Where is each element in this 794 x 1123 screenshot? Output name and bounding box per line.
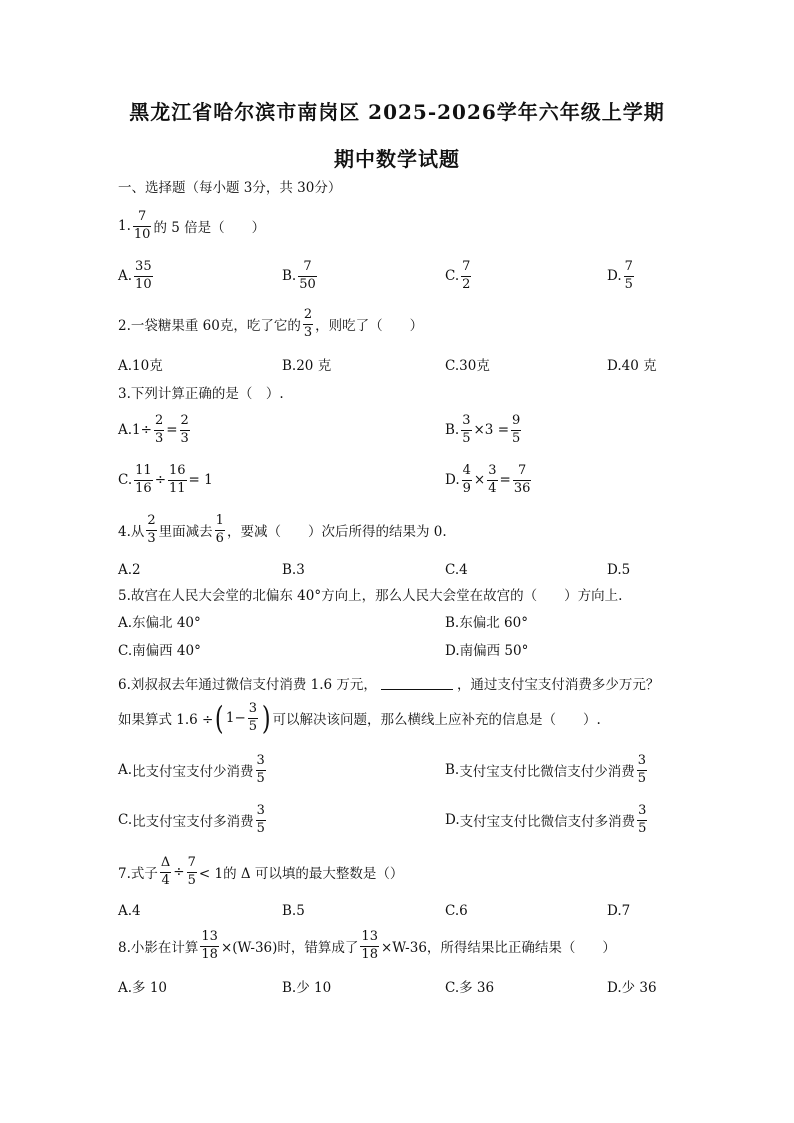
text-segment: B. xyxy=(445,762,460,779)
text-segment: A. xyxy=(118,422,133,439)
text-segment: 10克 xyxy=(132,358,163,374)
fraction xyxy=(462,464,472,497)
fraction-denominator: 5 xyxy=(638,820,647,836)
fraction-denominator: 5 xyxy=(462,430,471,446)
text-segment: × xyxy=(473,472,486,489)
question-7-option-d xyxy=(607,905,630,919)
text-segment: C. xyxy=(445,903,460,919)
question-7-option-b xyxy=(282,905,305,919)
fraction xyxy=(624,260,634,293)
question-2-option-a xyxy=(118,360,163,374)
text-segment: = xyxy=(499,472,511,489)
fraction xyxy=(134,260,153,293)
text-segment: 7 xyxy=(621,903,631,919)
text-segment: D. xyxy=(607,358,622,374)
text-segment: 东偏北 60° xyxy=(459,615,528,631)
text-segment: 可以解决该问题，那么横线上应补充的信息是（ ）. xyxy=(272,712,601,729)
fraction-denominator: 18 xyxy=(201,946,218,962)
text-segment: 南偏西 40° xyxy=(132,643,201,659)
text-segment: C. xyxy=(118,472,133,489)
question-3-option-d xyxy=(445,464,533,497)
fraction-denominator: 2 xyxy=(462,276,471,292)
fraction-denominator: 9 xyxy=(462,480,471,496)
text-segment: 少 36 xyxy=(621,980,657,996)
fraction-numerator: 11 xyxy=(135,463,152,478)
fraction-denominator: 3 xyxy=(154,430,164,446)
fraction-denominator: 50 xyxy=(299,276,316,292)
fraction xyxy=(215,514,225,547)
fraction-denominator: 5 xyxy=(187,872,196,888)
text-segment: 1. xyxy=(118,218,131,235)
text-segment: 8.小影在计算 xyxy=(118,940,199,957)
question-4-option-c xyxy=(445,564,468,578)
question-2-stem xyxy=(118,308,423,341)
fraction xyxy=(256,754,266,787)
question-3-option-c xyxy=(118,464,213,497)
text-segment: = 1 xyxy=(188,472,213,489)
text-segment: C. xyxy=(118,643,133,659)
fraction-denominator: 10 xyxy=(135,276,152,292)
fraction xyxy=(133,210,152,243)
text-segment: B. xyxy=(282,903,297,919)
fraction xyxy=(637,804,647,837)
question-2-option-b xyxy=(282,360,331,374)
question-7-option-c xyxy=(445,905,468,919)
fraction-numerator: 3 xyxy=(488,463,497,478)
fraction-denominator: 5 xyxy=(637,770,646,786)
text-segment: 2 xyxy=(132,562,141,578)
fraction xyxy=(511,414,521,447)
fraction xyxy=(487,464,497,497)
text-segment: ，通过支付宝支付消费多少万元？ xyxy=(456,677,660,693)
fraction xyxy=(256,804,266,837)
text-segment: D. xyxy=(607,268,622,285)
text-segment: ) xyxy=(261,699,271,738)
text-segment: 3 xyxy=(296,562,305,578)
text-segment: 7.式子 xyxy=(118,866,158,883)
fraction-numerator: 7 xyxy=(462,259,471,274)
text-segment: B. xyxy=(445,422,460,439)
fraction xyxy=(200,930,219,963)
text-segment: A. xyxy=(118,980,133,996)
question-3-option-b xyxy=(445,414,523,447)
text-segment: B. xyxy=(282,358,297,374)
text-segment: 5 xyxy=(296,903,305,919)
text-segment: A. xyxy=(118,615,133,631)
fraction-denominator: 4 xyxy=(161,872,170,888)
question-2-option-c xyxy=(445,360,490,374)
fraction xyxy=(298,260,317,293)
text-segment: C. xyxy=(445,980,460,996)
question-8-option-a xyxy=(118,982,167,996)
question-6-stem-line1 xyxy=(118,673,659,693)
text-segment: 少 10 xyxy=(296,980,332,996)
question-6-option-b xyxy=(445,754,649,787)
fraction-denominator: 5 xyxy=(256,770,265,786)
fraction-denominator: 3 xyxy=(147,530,156,546)
text-segment: D. xyxy=(607,903,622,919)
question-3-stem: 3.下列计算正确的是（ ）. xyxy=(118,386,284,402)
text-segment: A. xyxy=(118,903,133,919)
question-6-option-d xyxy=(445,804,649,837)
text-segment: 支付宝支付比微信支付少消费 xyxy=(459,764,635,781)
fraction-numerator: 7 xyxy=(187,855,196,870)
fraction-numerator: 2 xyxy=(180,413,189,428)
fraction xyxy=(154,414,164,447)
fraction-denominator: 5 xyxy=(248,718,258,734)
question-5-option-b xyxy=(445,617,528,631)
text-segment: 2.一袋糖果重 60克，吃了它的 xyxy=(118,318,301,335)
fraction-denominator: 4 xyxy=(488,480,497,496)
page-title-line1: 黑龙江省哈尔滨市南岗区 2025-2026学年六年级上学期 xyxy=(129,100,665,124)
question-4-option-d xyxy=(607,564,630,578)
fraction-numerator: 3 xyxy=(462,413,471,428)
fraction-numerator: 2 xyxy=(303,307,313,322)
text-segment: 支付宝支付比微信支付多消费 xyxy=(459,814,636,831)
text-segment: B. xyxy=(282,268,297,285)
text-segment: C. xyxy=(118,812,133,829)
text-segment: ，要减（ ）次后所得的结果为 0. xyxy=(226,524,447,541)
text-segment: 6.刘叔叔去年通过微信支付消费 1.6 万元， xyxy=(118,677,377,693)
question-7-option-a xyxy=(118,905,141,919)
question-6-option-c xyxy=(118,804,268,837)
fraction-numerator: 13 xyxy=(201,929,218,944)
fraction-numerator: 3 xyxy=(637,753,646,768)
text-segment: C. xyxy=(445,358,460,374)
text-segment: ×3 = xyxy=(473,422,510,439)
text-segment: 4 xyxy=(132,903,141,919)
question-5-option-a xyxy=(118,617,201,631)
text-segment: D. xyxy=(445,643,460,659)
text-segment: 4 xyxy=(459,562,468,578)
fraction-numerator: 3 xyxy=(248,701,258,716)
text-segment: 20 克 xyxy=(296,358,332,374)
fraction-numerator: 2 xyxy=(154,413,164,428)
text-segment: B. xyxy=(282,980,297,996)
question-3-option-a xyxy=(118,414,192,447)
question-6-option-a xyxy=(118,754,268,787)
text-segment: A. xyxy=(118,268,133,285)
fraction-numerator: 1 xyxy=(215,513,224,528)
text-segment: 30克 xyxy=(459,358,490,374)
fraction xyxy=(360,930,379,963)
text-segment: ÷ xyxy=(173,864,185,881)
fraction-numerator: Δ xyxy=(160,855,171,870)
fraction-numerator: 7 xyxy=(517,463,527,478)
fraction-denominator: 36 xyxy=(513,480,531,496)
question-8-stem xyxy=(118,930,616,963)
text-segment: ÷ xyxy=(154,472,166,489)
fraction-numerator: 7 xyxy=(303,259,312,274)
text-segment: A. xyxy=(118,358,133,374)
question-4-option-a xyxy=(118,564,141,578)
page-title-line2: 期中数学试题 xyxy=(334,147,460,171)
fraction xyxy=(160,856,171,889)
fraction-numerator: 7 xyxy=(138,209,147,224)
text-segment: D. xyxy=(445,472,460,489)
fraction xyxy=(187,856,197,889)
fraction-numerator: 35 xyxy=(135,259,152,274)
text-segment: 1÷ xyxy=(132,422,152,439)
question-4-stem xyxy=(118,514,447,547)
text-segment: 东偏北 40° xyxy=(132,615,201,631)
fraction xyxy=(168,464,187,497)
fraction-numerator: 7 xyxy=(624,259,633,274)
question-5-stem: 5.故宫在人民大会堂的北偏东 40°方向上，那么人民大会堂在故宫的（ ）方向上. xyxy=(118,588,623,604)
text-segment: 多 36 xyxy=(459,980,495,996)
text-segment: A. xyxy=(118,562,133,578)
text-segment: D. xyxy=(607,980,622,996)
text-segment: 的 5 倍是（ ） xyxy=(153,220,266,237)
question-8-option-c xyxy=(445,982,494,996)
text-segment: C. xyxy=(445,562,460,578)
question-2-option-d xyxy=(607,360,657,374)
text-segment: 1− xyxy=(225,710,246,727)
question-1-option-b xyxy=(282,260,319,293)
fraction-numerator: 3 xyxy=(638,803,647,818)
text-segment: 5 xyxy=(621,562,631,578)
text-segment: D. xyxy=(607,562,622,578)
fraction xyxy=(637,754,647,787)
text-segment: 多 10 xyxy=(132,980,168,996)
fraction-denominator: 3 xyxy=(180,430,189,446)
question-8-option-b xyxy=(282,982,331,996)
fraction xyxy=(461,414,471,447)
text-segment: 南偏西 50° xyxy=(459,643,529,659)
question-4-option-b xyxy=(282,564,305,578)
text-segment: ×W-36，所得结果比正确结果（ ） xyxy=(380,940,616,957)
text-segment: 40 克 xyxy=(621,358,657,374)
fraction-numerator: 16 xyxy=(169,463,186,478)
text-segment: < 1的 Δ 可以填的最大整数是（） xyxy=(198,866,404,883)
text-segment: C. xyxy=(445,268,460,285)
text-segment: 比支付宝支付多消费 xyxy=(132,814,254,831)
fraction-numerator: 2 xyxy=(147,513,156,528)
text-segment: ，则吃了（ ） xyxy=(315,318,424,335)
text-segment: B. xyxy=(282,562,297,578)
question-5-option-c xyxy=(118,645,201,659)
fraction-denominator: 5 xyxy=(512,430,521,446)
question-1-stem xyxy=(118,210,265,243)
fraction-denominator: 5 xyxy=(256,820,265,836)
text-segment: 如果算式 1.6 ÷ xyxy=(118,712,214,729)
fraction-denominator: 5 xyxy=(624,276,633,292)
question-6-stem-line2 xyxy=(118,699,601,738)
text-segment: B. xyxy=(445,615,460,631)
fraction xyxy=(248,702,258,735)
text-segment: A. xyxy=(118,762,133,779)
fraction-numerator: 3 xyxy=(256,753,265,768)
fraction-numerator: 13 xyxy=(361,929,378,944)
question-8-option-d xyxy=(607,982,657,996)
question-5-option-d xyxy=(445,645,528,659)
fraction-numerator: 3 xyxy=(256,803,265,818)
fraction xyxy=(513,464,532,497)
fraction-denominator: 6 xyxy=(215,530,224,546)
question-1-option-d xyxy=(607,260,636,293)
fraction-denominator: 10 xyxy=(133,226,151,242)
text-segment: 6 xyxy=(459,903,468,919)
text-segment: 比支付宝支付少消费 xyxy=(132,764,254,781)
fraction-denominator: 3 xyxy=(303,324,313,340)
fraction xyxy=(180,414,190,447)
text-segment: 4.从 xyxy=(118,524,145,541)
text-segment: ( xyxy=(215,699,224,738)
text-segment: = xyxy=(166,422,178,439)
answer-blank xyxy=(381,677,453,690)
fraction xyxy=(461,260,471,293)
text-segment: D. xyxy=(445,812,460,829)
fraction-denominator: 18 xyxy=(361,946,378,962)
fraction-denominator: 16 xyxy=(135,480,152,496)
fraction-denominator: 11 xyxy=(169,480,186,496)
fraction-numerator: 9 xyxy=(512,413,521,428)
question-1-option-a xyxy=(118,260,155,293)
text-segment: ×(W-36)时，错算成了 xyxy=(220,940,359,957)
question-1-option-c xyxy=(445,260,473,293)
question-7-stem xyxy=(118,856,403,889)
text-segment: 里面减去 xyxy=(158,524,213,541)
fraction xyxy=(303,308,313,341)
fraction-numerator: 4 xyxy=(462,463,471,478)
section-heading: 一、选择题（每小题 3分，共 30分） xyxy=(118,180,342,196)
fraction xyxy=(134,464,153,497)
fraction xyxy=(146,514,156,547)
